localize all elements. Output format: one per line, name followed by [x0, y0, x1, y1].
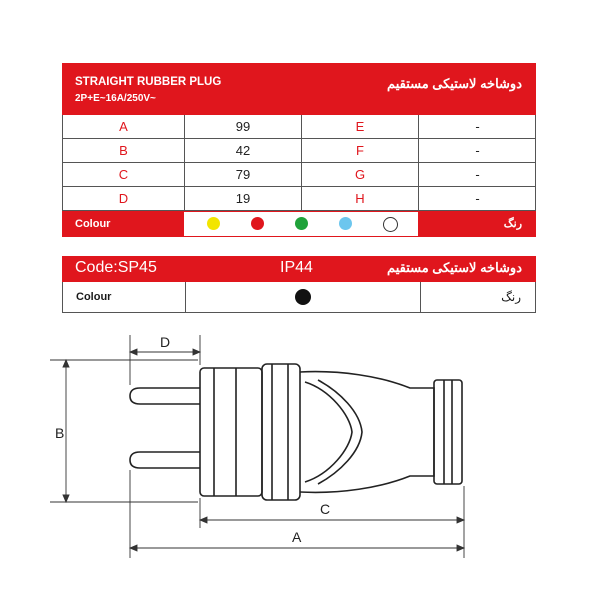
plug-outline — [130, 364, 462, 500]
dim-value: 19 — [185, 187, 302, 210]
colour-label-fa: رنگ — [501, 290, 521, 304]
colour-dot-green — [295, 217, 308, 230]
table-row — [62, 163, 536, 187]
spec-table-header — [62, 63, 536, 115]
dim-value: - — [475, 143, 480, 158]
dim-value: - — [475, 119, 480, 134]
dim-value: - — [475, 167, 480, 182]
product-title-fa: دوشاخه لاستیکی مستقیم — [387, 76, 522, 91]
pin-bottom — [130, 452, 200, 468]
colour-dot-white — [383, 217, 398, 232]
dim-label: G — [302, 163, 419, 186]
product-title-fa: دوشاخه لاستیکی مستقیم — [387, 260, 522, 275]
colour-dot-black — [295, 289, 311, 305]
table-row — [62, 187, 536, 211]
dim-label-d: D — [160, 334, 171, 350]
colour-label: Colour — [75, 218, 111, 230]
plug-collar — [262, 364, 300, 500]
dim-value: 79 — [185, 163, 302, 186]
dim-label-c: C — [320, 501, 331, 517]
colour-label-fa: رنگ — [503, 218, 522, 230]
plug-face — [200, 368, 262, 496]
dim-label: C — [63, 163, 185, 186]
table-row — [62, 139, 536, 163]
colour-swatches — [184, 212, 418, 236]
product-table — [62, 256, 536, 313]
dim-value: - — [475, 191, 480, 206]
ip-rating: IP44 — [280, 259, 313, 276]
dim-label: H — [302, 187, 419, 210]
colour-row — [62, 211, 536, 237]
dim-label: A — [63, 115, 185, 138]
product-title: STRAIGHT RUBBER PLUG — [75, 76, 222, 88]
colour-dot-yellow — [207, 217, 220, 230]
dim-label: B — [63, 139, 185, 162]
dim-label-a: A — [292, 529, 302, 545]
cable-gland — [434, 380, 462, 484]
colour-dot-red — [251, 217, 264, 230]
dim-value: 42 — [185, 139, 302, 162]
dim-label-b: B — [55, 425, 65, 441]
dim-label: F — [302, 139, 419, 162]
dim-label: E — [302, 115, 419, 138]
table-row — [62, 115, 536, 139]
colour-dot-blue — [339, 217, 352, 230]
colour-swatch-cell — [185, 282, 421, 312]
colour-label: Colour — [76, 291, 112, 303]
spec-table — [62, 63, 536, 237]
product-table-header — [62, 256, 536, 282]
dim-label: D — [63, 187, 185, 210]
dim-value: 99 — [185, 115, 302, 138]
product-code: Code:SP45 — [75, 259, 157, 276]
pin-top — [130, 388, 200, 404]
colour-row — [62, 282, 536, 313]
plug-drawing — [0, 330, 600, 600]
product-rating: 2P+E~16A/250V~ — [75, 93, 156, 104]
